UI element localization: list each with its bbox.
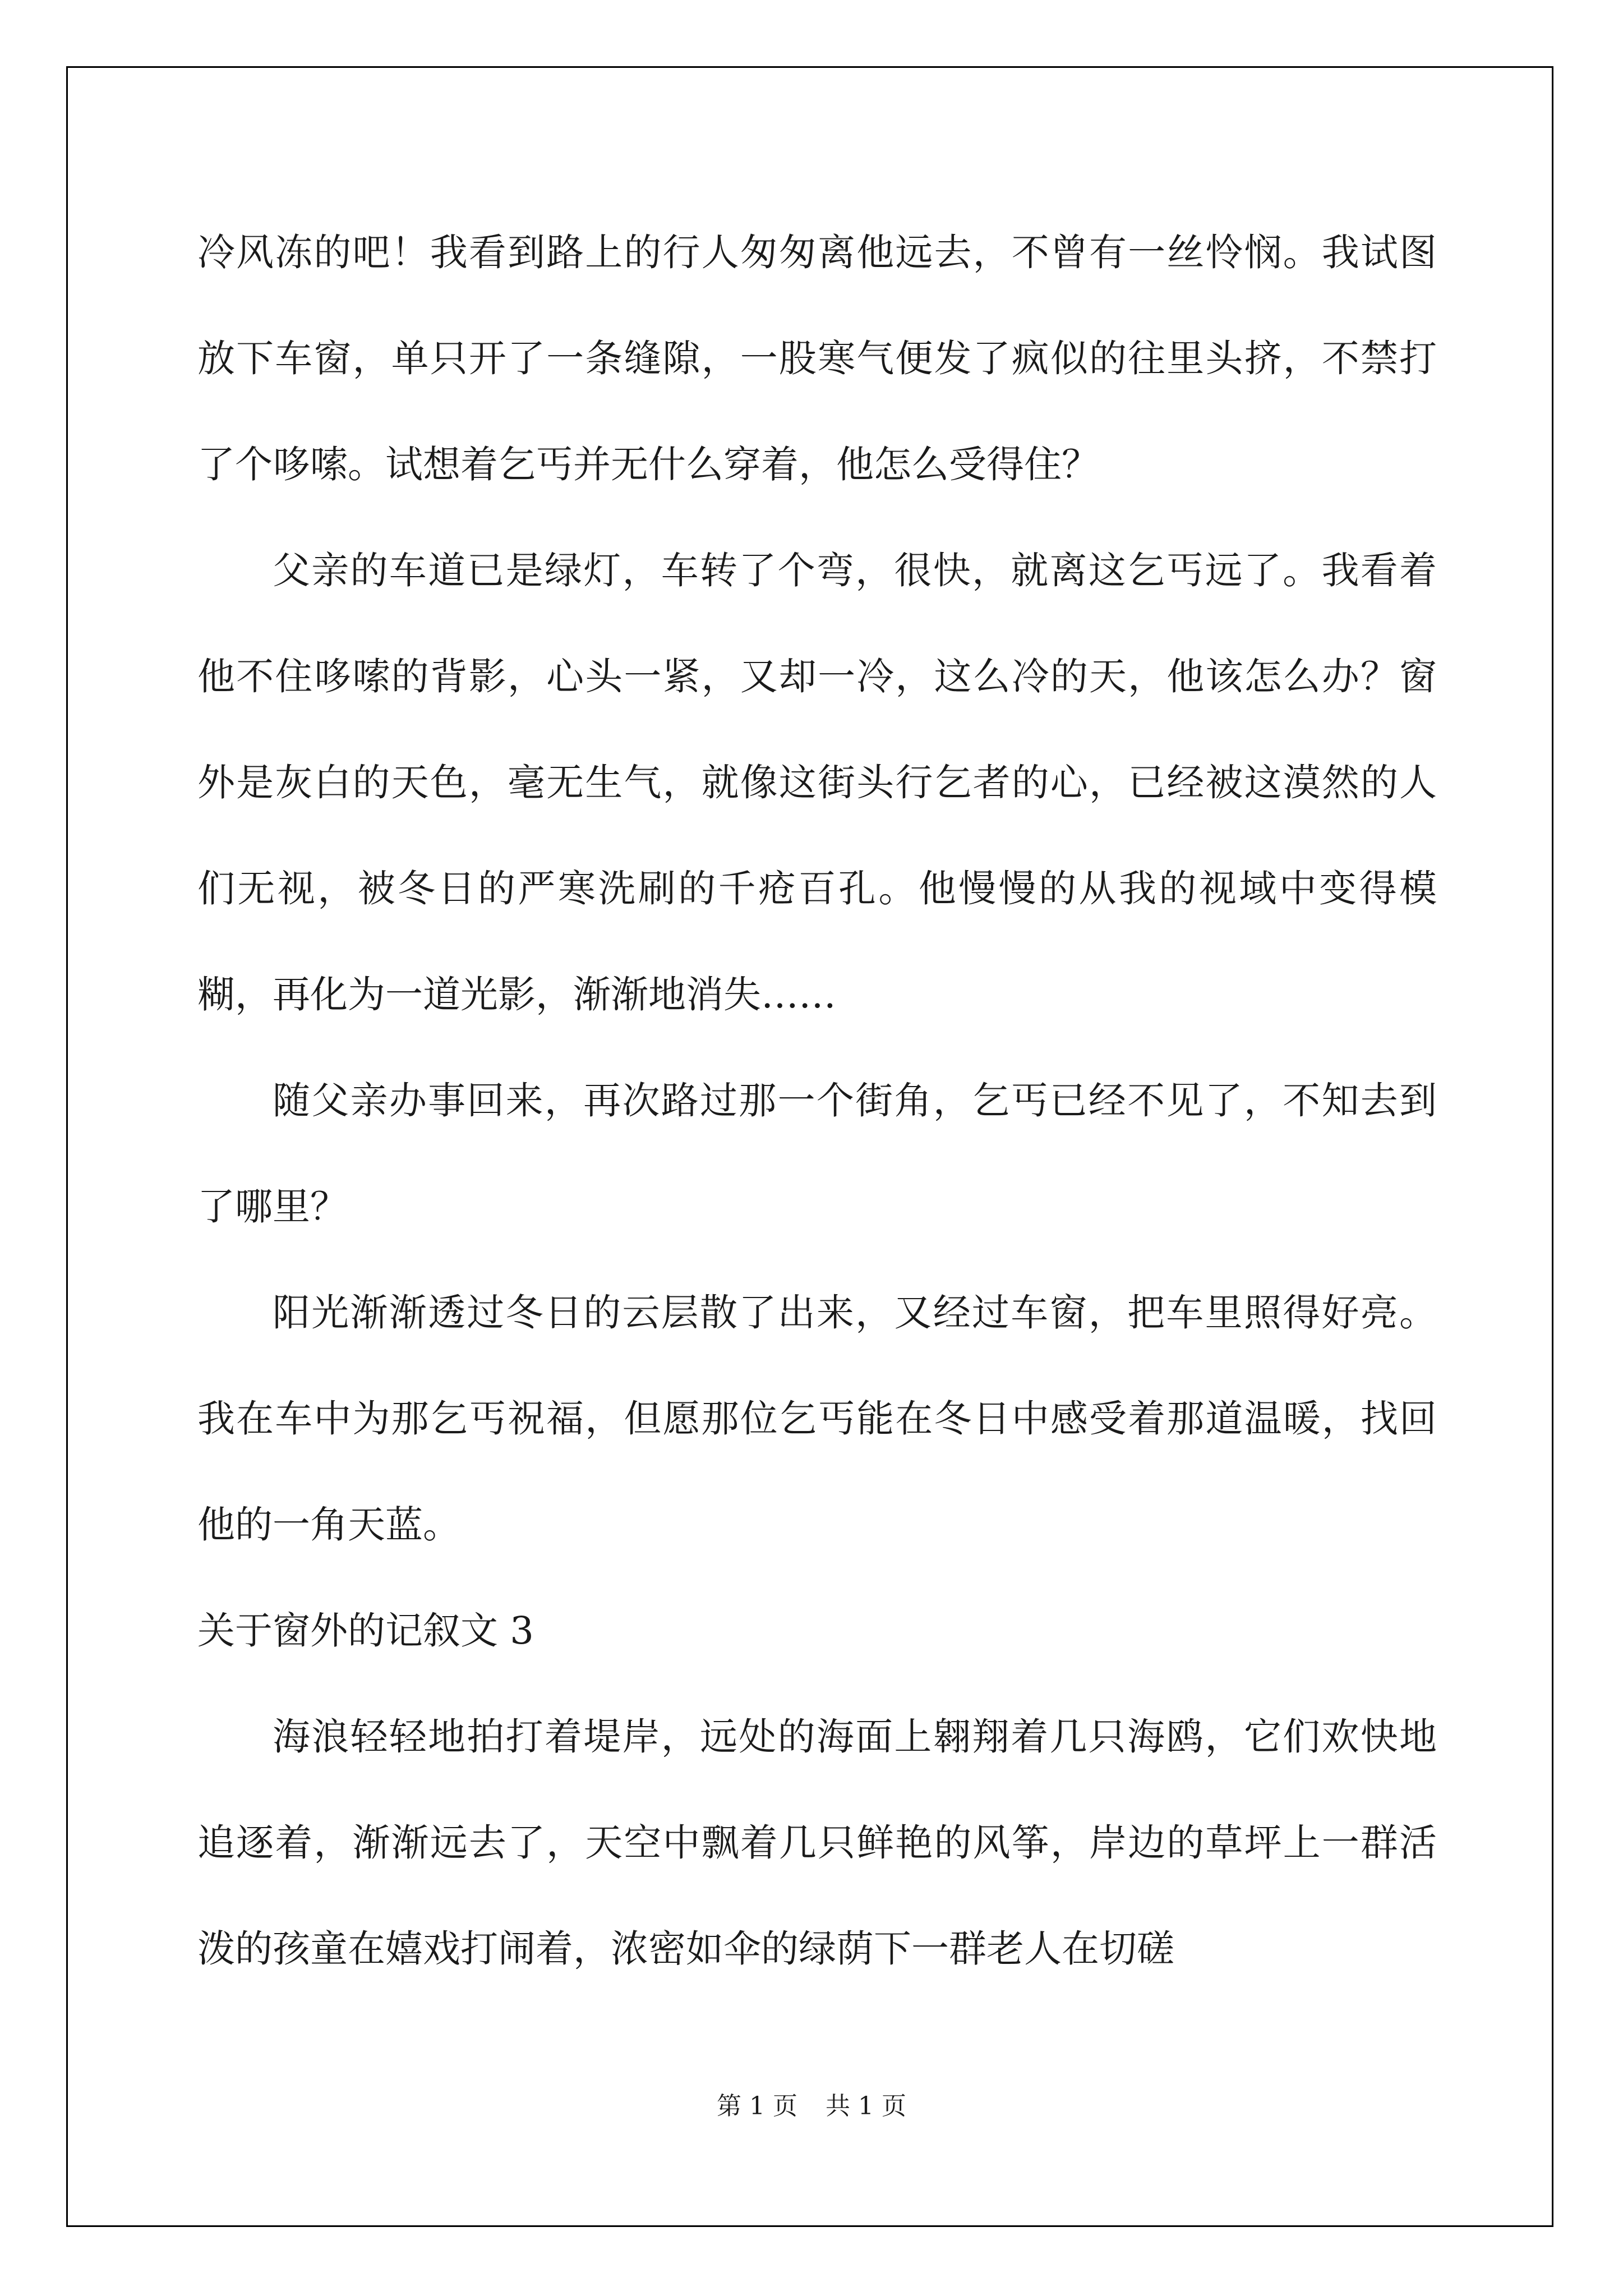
page-number: 第 1 页 [717,2092,797,2120]
document-body [197,200,1437,2002]
paragraph: 随父亲办事回来，再次路过那一个街角，乞丐已经不见了，不知去到了哪里？ [197,1079,1437,1228]
paragraph: 海浪轻轻地拍打着堤岸，远处的海面上翱翔着几只海鸥，它们欢快地追逐着，渐渐远去了，天空中飘着几只鲜艳的风筝，岸边的草坪上一群活泼的孩童在嬉戏打闹着，浓密如伞的绿荫下一群老人在切磋 [197,1715,1437,1971]
paragraph-continuation: 冷风冻的吧！我看到路上的行人匆匆离他远去，不曾有一丝怜悯。我试图放下车窗，单只开了一条缝隙，一股寒气便发了疯似的往里头挤，不禁打了个哆嗦。试想着乞丐并无什么穿着，他怎么受得住？ [197,231,1437,486]
page-total: 共 1 页 [826,2092,906,2120]
paragraph: 父亲的车道已是绿灯，车转了个弯，很快，就离这乞丐远了。我看着他不住哆嗦的背影，心头一紧，又却一冷，这么冷的天，他该怎么办？窗外是灰白的天色，毫无生气，就像这街头行乞者的心，已经被这漠然的人们无视，被冬日的严寒洗刷的千疮百孔。他慢慢的从我的视域中变得模糊，再化为一道光影，渐渐地消失…… [197,549,1437,1016]
section-heading: 关于窗外的记叙文 3 [197,1609,534,1653]
page-footer [0,2086,1623,2122]
paragraph: 阳光渐渐透过冬日的云层散了出来，又经过车窗，把车里照得好亮。我在车中为那乞丐祝福，但愿那位乞丐能在冬日中感受着那道温暖，找回他的一角天蓝。 [197,1291,1437,1547]
